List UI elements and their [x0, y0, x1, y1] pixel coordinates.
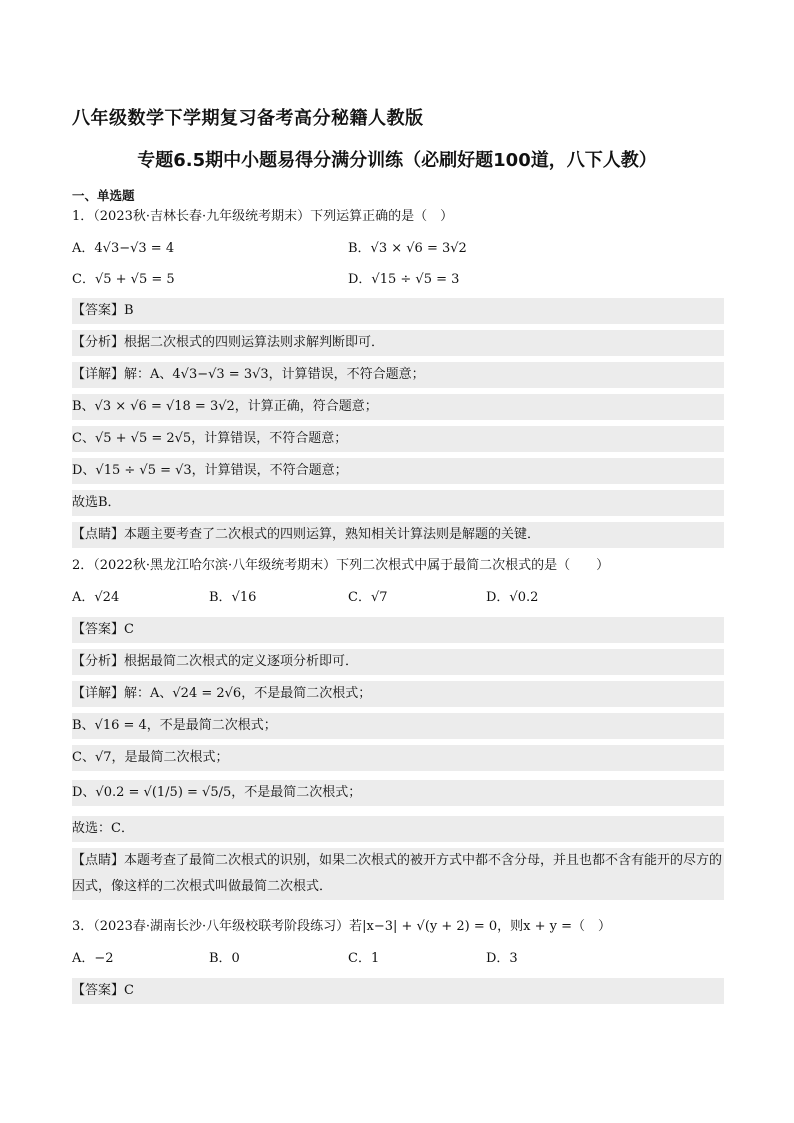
q1-options-row2 [72, 267, 724, 293]
q1-choice: 故选B． [72, 490, 724, 516]
q3-options-row [72, 946, 724, 972]
q3-answer: 【答案】C [72, 978, 724, 1004]
q3-option-d: D．3 [486, 951, 518, 966]
q2-option-b: B．√16 [209, 590, 257, 605]
q1-option-d: D．√15 ÷ √5 = 3 [348, 272, 460, 287]
q2-detail-1: 【详解】解：A、√24 = 2√6，不是最简二次根式； [72, 681, 724, 707]
q1-detail-3: C、√5 + √5 = 2√5，计算错误，不符合题意； [72, 426, 724, 452]
document-header: 八年级数学下学期复习备考高分秘籍人教版 [72, 108, 424, 129]
q2-answer: 【答案】C [72, 617, 724, 643]
q1-option-c: C．√5 + √5 = 5 [72, 272, 175, 287]
document-title: 专题6.5期中小题易得分满分训练（必刷好题100道，八下人教） [137, 150, 657, 171]
q1-analysis: 【分析】根据二次根式的四则运算法则求解判断即可． [72, 330, 724, 356]
q2-options-row [72, 585, 724, 611]
q3-option-c: C．1 [348, 951, 380, 966]
q1-option-b: B．√3 × √6 = 3√2 [348, 241, 467, 256]
q2-detail-3: C、√7，是最简二次根式； [72, 745, 724, 771]
q2-comment: 【点睛】本题考查了最简二次根式的识别，如果二次根式的被开方式中都不含分母，并且也都不含有能开的尽方的因式，像这样的二次根式叫做最简二次根式． [72, 848, 724, 900]
q1-detail-4: D、√15 ÷ √5 = √3，计算错误，不符合题意； [72, 458, 724, 484]
q1-detail-1: 【详解】解：A、4√3−√3 = 3√3，计算错误，不符合题意； [72, 362, 724, 388]
q1-detail-2: B、√3 × √6 = √18 = 3√2，计算正确，符合题意； [72, 394, 724, 420]
q2-detail-4: D、√0.2 = √(1/5) = √5/5，不是最简二次根式； [72, 780, 724, 806]
section-heading: 一、单选题 [72, 188, 135, 203]
q2-detail-2: B、√16 = 4，不是最简二次根式； [72, 713, 724, 739]
q1-options-row1 [72, 236, 724, 262]
q1-answer: 【答案】B [72, 298, 724, 324]
q3-stem: 3．（2023春·湖南长沙·八年级校联考阶段练习）若|x−3| + √(y + 2) = 0，则x + y =（ ） [72, 919, 612, 934]
q2-option-a: A．√24 [72, 590, 120, 605]
q2-option-c: C．√7 [348, 590, 388, 605]
q3-option-a: A．−2 [72, 951, 114, 966]
q2-stem: 2．（2022秋·黑龙江哈尔滨·八年级统考期末）下列二次根式中属于最简二次根式的是（ ） [72, 558, 610, 573]
q2-choice: 故选：C． [72, 816, 724, 842]
q1-option-a: A．4√3−√3 = 4 [72, 241, 175, 256]
q2-option-d: D．√0.2 [486, 590, 539, 605]
q1-comment: 【点睛】本题主要考查了二次根式的四则运算，熟知相关计算法则是解题的关键． [72, 522, 724, 548]
q2-analysis: 【分析】根据最简二次根式的定义逐项分析即可． [72, 649, 724, 675]
q1-stem: 1．（2023秋·吉林长春·九年级统考期末）下列运算正确的是（ ） [72, 209, 454, 224]
q3-option-b: B．0 [209, 951, 240, 966]
